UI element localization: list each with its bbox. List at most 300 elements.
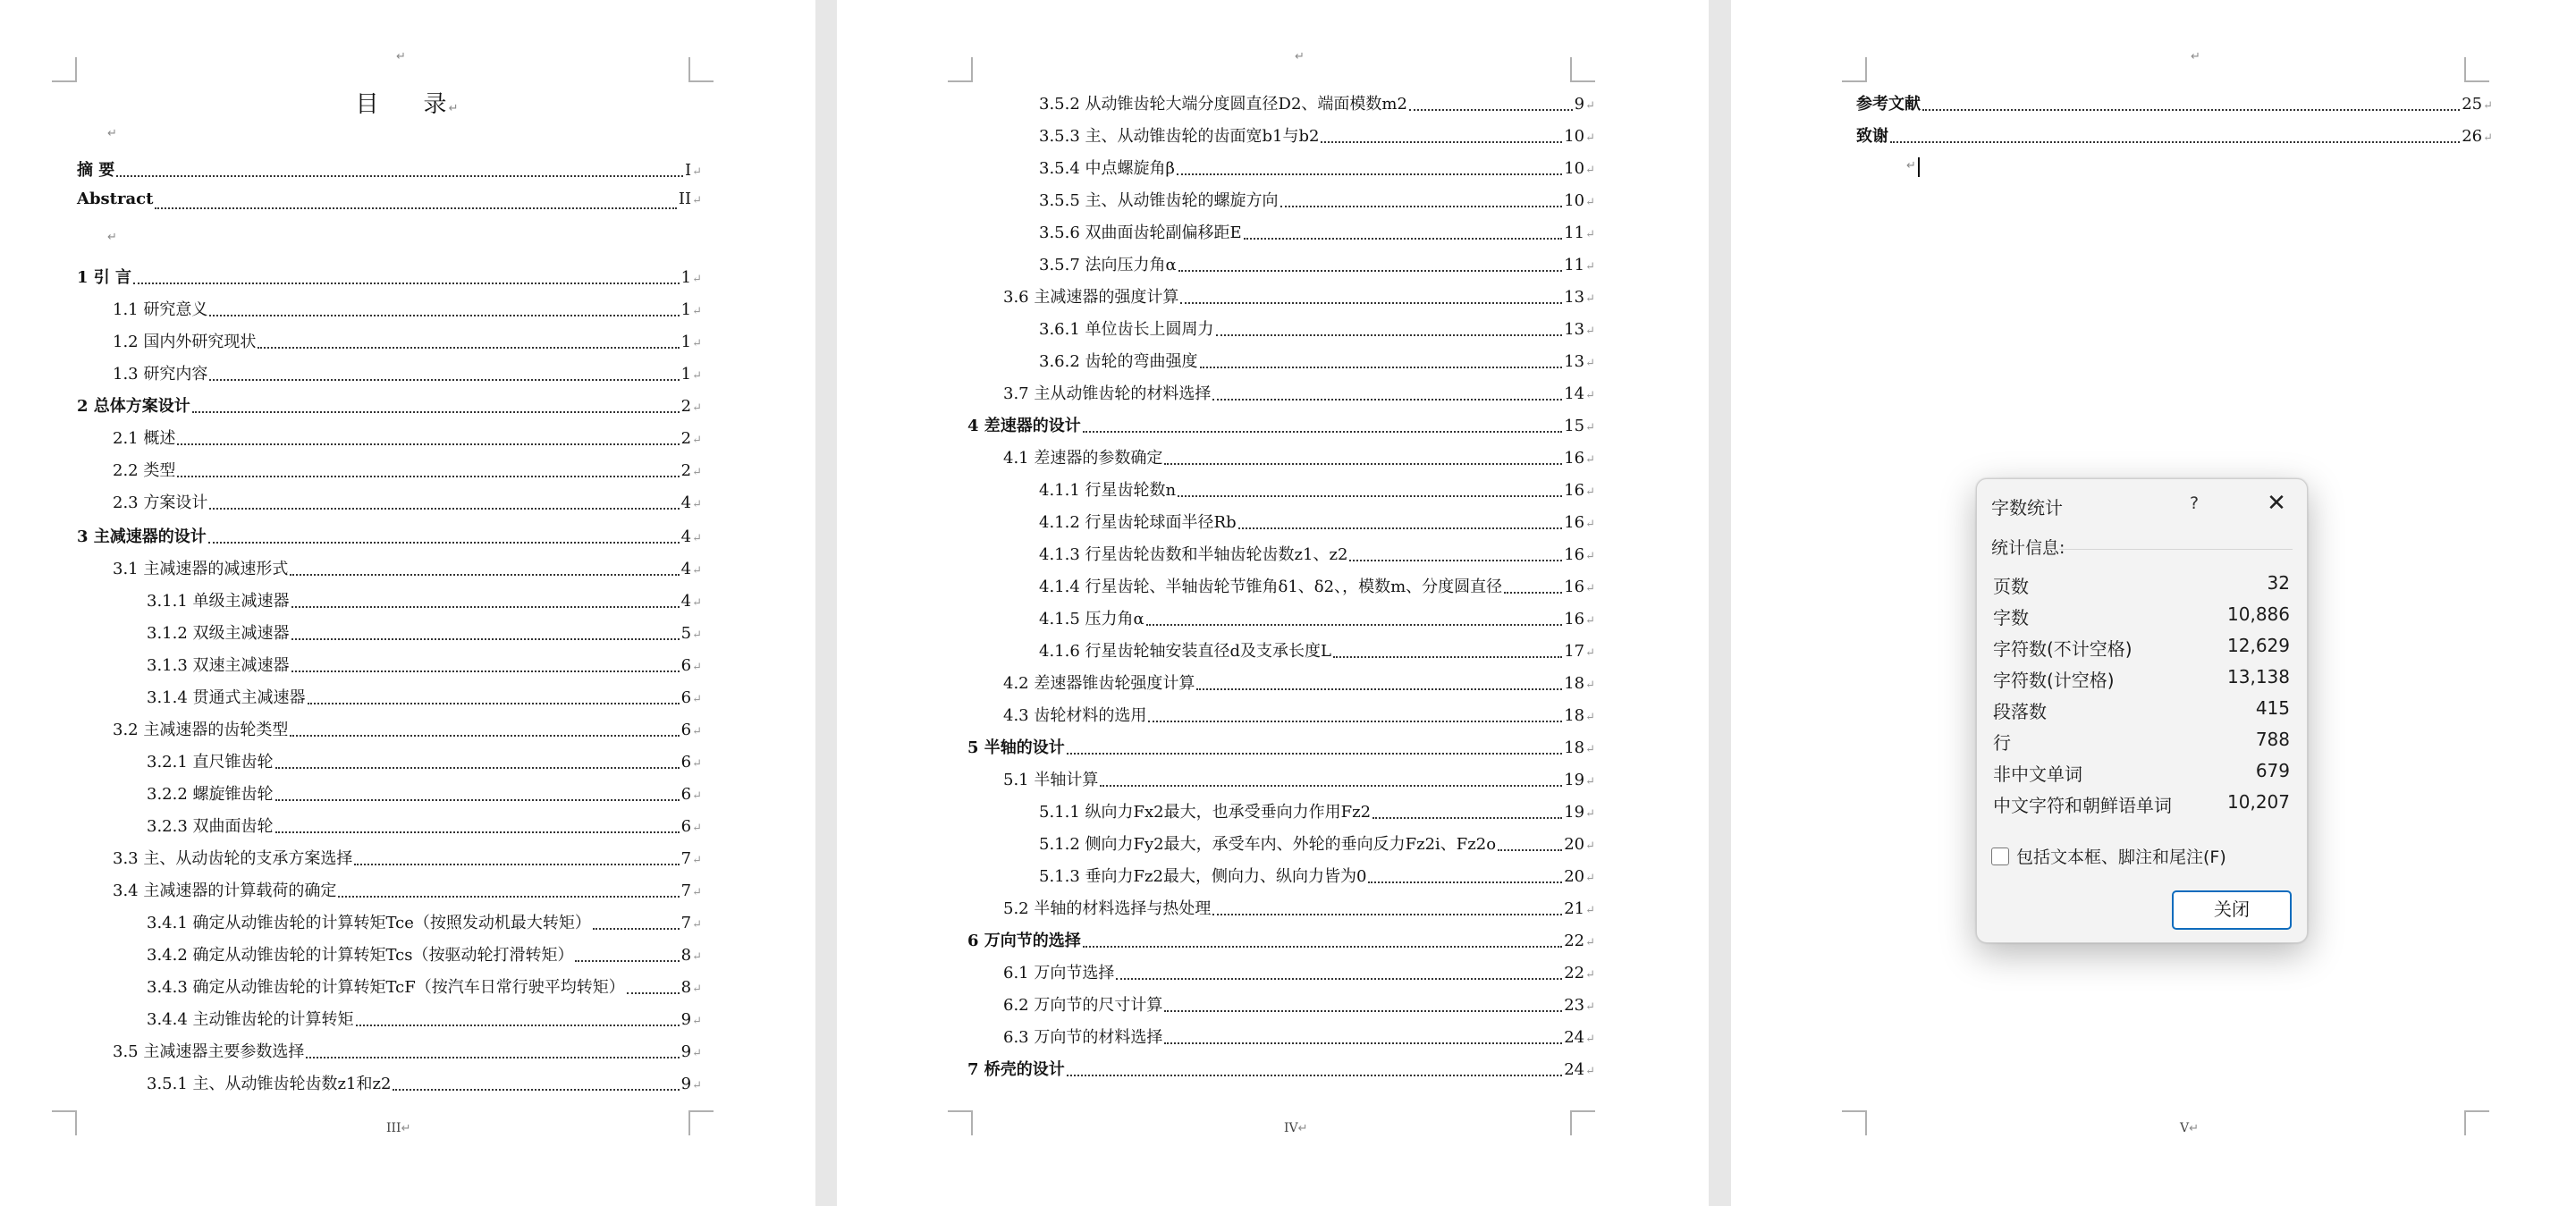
document-page-1 — [0, 0, 815, 1206]
paragraph-mark: ↵ — [692, 305, 702, 318]
statistic-value: 679 — [2255, 760, 2290, 781]
toc-leader — [209, 508, 679, 510]
toc-entry[interactable] — [967, 735, 1595, 762]
toc-entry-text: 6.3 万向节的材料选择 — [1003, 1028, 1163, 1047]
statistic-label: 中文字符和朝鲜语单词 — [1993, 795, 2172, 816]
toc-page-number: 7 — [680, 914, 692, 932]
toc-entry-text: 3.1.4 贯通式主减速器 — [147, 688, 306, 707]
toc-entry[interactable] — [147, 653, 702, 679]
toc-entry[interactable] — [147, 942, 702, 969]
toc-entry-text: 3.3 主、从动齿轮的支承方案选择 — [113, 849, 353, 868]
toc-entry[interactable] — [1039, 477, 1595, 504]
toc-entry-text: 6.2 万向节的尺寸计算 — [1003, 996, 1163, 1015]
toc-page-number: 22 — [1564, 964, 1585, 983]
toc-entry-text: 3.5.6 双曲面齿轮副偏移距E — [1039, 223, 1242, 242]
toc-entry[interactable] — [1003, 767, 1595, 794]
toc-entry[interactable] — [1039, 252, 1595, 279]
statistic-row — [1993, 603, 2290, 634]
toc-entry-text: 6 万向节的选择 — [967, 932, 1081, 950]
text-cursor — [1918, 157, 1920, 177]
toc-entry-text: 3.2.3 双曲面齿轮 — [147, 817, 274, 836]
toc-entry-text: 3.6.2 齿轮的弯曲强度 — [1039, 352, 1198, 371]
statistic-label: 段落数 — [1993, 701, 2047, 722]
toc-page-number: 1 — [680, 268, 692, 287]
close-icon[interactable]: ✕ — [2267, 490, 2286, 517]
toc-leader — [356, 1025, 680, 1026]
toc-entry[interactable] — [1003, 284, 1595, 311]
toc-entry[interactable] — [77, 190, 702, 216]
toc-entry[interactable] — [1003, 381, 1595, 408]
toc-leader — [208, 542, 680, 544]
toc-entry-text: 3.7 主从动锥齿轮的材料选择 — [1003, 384, 1212, 403]
toc-leader — [290, 735, 679, 737]
paragraph-mark: ↵ — [692, 1047, 702, 1060]
paragraph-mark: ↵ — [692, 369, 702, 383]
toc-entry-text: 1.3 研究内容 — [113, 365, 208, 384]
paragraph-mark: ↵ — [692, 725, 702, 738]
crop-mark — [688, 1110, 714, 1135]
toc-page-number: 24 — [1564, 1060, 1585, 1079]
statistic-row — [1993, 791, 2290, 822]
paragraph-mark: ↵ — [1585, 421, 1595, 434]
paragraph-mark: ↵ — [692, 693, 702, 706]
toc-entry-text: 3.6 主减速器的强度计算 — [1003, 288, 1179, 307]
paragraph-mark: ↵ — [692, 628, 702, 642]
toc-leader — [291, 606, 680, 608]
toc-entry-text: 5 半轴的设计 — [967, 738, 1065, 757]
toc-page-number: 8 — [680, 978, 692, 997]
toc-entry[interactable] — [1039, 156, 1595, 182]
toc-page-number: 6 — [680, 656, 692, 675]
crop-mark — [1570, 57, 1595, 82]
toc-page-number: 10 — [1564, 191, 1585, 210]
toc-leader — [1321, 141, 1562, 143]
paragraph-mark: ↵ — [692, 165, 702, 179]
toc-page-number: 6 — [680, 785, 692, 804]
toc-page-number: 16 — [1564, 545, 1585, 564]
toc-entry[interactable] — [147, 1071, 702, 1098]
toc-leader — [1244, 238, 1563, 240]
toc-page-number: 4 — [680, 592, 692, 611]
toc-leader — [1164, 1010, 1562, 1012]
toc-page-number: 18 — [1564, 706, 1585, 725]
toc-entry-text: 3.5.4 中点螺旋角β — [1039, 159, 1175, 178]
toc-leader — [1067, 753, 1562, 755]
toc-page-number: 4 — [680, 527, 692, 546]
toc-entry[interactable] — [1039, 799, 1595, 826]
toc-page-number: 20 — [1564, 867, 1585, 886]
toc-entry-text: 5.1.1 纵向力Fx2最大，也承受垂向力作用Fz2 — [1039, 803, 1372, 822]
toc-page-number: 10 — [1564, 159, 1585, 178]
toc-entry[interactable] — [1003, 960, 1595, 987]
paragraph-mark: ↵ — [692, 918, 702, 932]
toc-leader — [1083, 431, 1562, 433]
statistic-value: 32 — [2267, 572, 2290, 594]
paragraph-mark: ↵ — [1585, 679, 1595, 692]
toc-entry[interactable] — [113, 426, 702, 452]
include-textboxes-label: 包括文本框、脚注和尾注(F) — [2016, 848, 2226, 867]
toc-entry-text: 4 差速器的设计 — [967, 417, 1081, 435]
toc-entry-text: 3.4.2 确定从动锥齿轮的计算转矩Tcs（按驱动轮打滑转矩） — [147, 946, 574, 965]
toc-entry[interactable] — [1003, 992, 1595, 1019]
paragraph-mark: ↵ — [692, 757, 702, 771]
toc-leader — [1216, 334, 1563, 336]
toc-entry[interactable] — [147, 685, 702, 712]
toc-entry[interactable] — [1039, 864, 1595, 890]
statistic-row — [1993, 697, 2290, 728]
paragraph-mark: ↵ — [692, 466, 702, 479]
toc-leader — [1212, 914, 1562, 915]
toc-entry[interactable] — [1039, 638, 1595, 665]
toc-page-number: 1 — [680, 333, 692, 351]
toc-entry[interactable] — [1856, 91, 2493, 118]
statistic-row — [1993, 666, 2290, 696]
toc-entry-text: 摘 要 — [77, 161, 115, 180]
paragraph-mark: ↵ — [692, 822, 702, 835]
toc-entry[interactable] — [147, 814, 702, 840]
toc-leader — [1196, 688, 1562, 690]
statistic-value: 12,629 — [2227, 635, 2290, 656]
toc-leader — [1504, 592, 1562, 594]
toc-entry-text: 2.3 方案设计 — [113, 493, 208, 512]
toc-entry-text: 4.2 差速器锥齿轮强度计算 — [1003, 674, 1195, 693]
toc-leader — [291, 670, 680, 672]
toc-leader — [1890, 141, 2460, 143]
toc-entry[interactable] — [113, 458, 702, 485]
paragraph-mark: ↵ — [692, 1079, 702, 1092]
toc-entry[interactable] — [147, 749, 702, 776]
toc-leader — [1146, 624, 1563, 626]
paragraph-mark: ↵ — [692, 983, 702, 996]
page-number: III↵ — [386, 1121, 411, 1135]
toc-leader — [275, 831, 680, 833]
toc-entry[interactable] — [1039, 316, 1595, 343]
toc-entry-text: 4.3 齿轮材料的选用 — [1003, 706, 1147, 725]
statistic-value: 788 — [2255, 729, 2290, 750]
crop-mark — [1842, 57, 1867, 82]
toc-entry-text: 3.4.3 确定从动锥齿轮的计算转矩TcF（按汽车日常行驶平均转矩） — [147, 978, 625, 997]
toc-entry-text: 3.2.2 螺旋锥齿轮 — [147, 785, 274, 804]
toc-page-number: 6 — [680, 753, 692, 772]
paragraph-mark: ↵ — [1585, 99, 1595, 113]
toc-page-number: 1 — [680, 300, 692, 319]
paragraph-mark: ↵ — [1585, 1033, 1595, 1046]
toc-page-number: 18 — [1564, 674, 1585, 693]
paragraph-mark: ↵ — [1585, 131, 1595, 145]
toc-entry-text: 3.1.2 双级主减速器 — [147, 624, 290, 643]
toc-page-number: 17 — [1564, 642, 1585, 661]
toc-entry[interactable] — [113, 297, 702, 324]
toc-entry-text: 3 主减速器的设计 — [77, 527, 207, 546]
toc-page-number: 16 — [1564, 449, 1585, 468]
toc-entry-text: 3.5.7 法向压力角α — [1039, 256, 1177, 274]
toc-entry-text: 4.1.6 行星齿轮轴安装直径d及支承长度L — [1039, 642, 1331, 661]
toc-entry[interactable] — [113, 1039, 702, 1066]
paragraph-mark: ↵ — [1585, 582, 1595, 595]
toc-page-number: 24 — [1564, 1028, 1585, 1047]
toc-entry[interactable] — [1039, 831, 1595, 858]
toc-page-number: 10 — [1564, 127, 1585, 146]
toc-entry-text: 参考文献 — [1856, 95, 1921, 114]
toc-page-number: 7 — [680, 849, 692, 868]
statistic-value: 415 — [2255, 697, 2290, 719]
toc-entry[interactable] — [1039, 91, 1595, 118]
toc-entry[interactable] — [1003, 1025, 1595, 1051]
statistic-row — [1993, 729, 2290, 759]
paragraph-mark: ↵ — [1585, 292, 1595, 306]
toc-leader — [116, 175, 683, 177]
toc-leader — [1349, 560, 1562, 561]
toc-entry[interactable] — [967, 928, 1595, 955]
toc-page-number: 21 — [1564, 899, 1585, 918]
toc-leader — [1164, 1042, 1562, 1044]
toc-leader — [192, 411, 680, 413]
toc-entry[interactable] — [147, 974, 702, 1001]
toc-page-number: 15 — [1564, 417, 1585, 435]
toc-page-number: 22 — [1564, 932, 1585, 950]
toc-entry[interactable] — [147, 910, 702, 937]
toc-entry-text: 3.4 主减速器的计算载荷的确定 — [113, 881, 337, 900]
toc-entry-text: 5.1.2 侧向力Fy2最大，承受车内、外轮的垂向反力Fz2i、Fz2o — [1039, 835, 1497, 854]
toc-leader — [133, 283, 680, 284]
toc-entry[interactable] — [77, 157, 702, 184]
toc-leader — [209, 379, 679, 381]
toc-entry-text: 3.6.1 单位齿长上圆周力 — [1039, 320, 1214, 339]
toc-leader — [1177, 173, 1562, 175]
paragraph-mark: ↵ — [1585, 228, 1595, 241]
toc-entry[interactable] — [147, 588, 702, 615]
paragraph-mark: ↵ — [2191, 50, 2200, 63]
toc-page-number: I — [684, 161, 692, 180]
toc-entry[interactable] — [147, 781, 702, 808]
toc-page-number: 2 — [680, 461, 692, 480]
toc-entry-text: 5.1.3 垂向力Fz2最大，侧向力、纵向力皆为0 — [1039, 867, 1367, 886]
paragraph-mark: ↵ — [1585, 196, 1595, 209]
crop-mark — [2464, 1110, 2489, 1135]
statistic-label: 页数 — [1993, 576, 2029, 597]
toc-page-number: 16 — [1564, 481, 1585, 500]
toc-entry[interactable] — [967, 1057, 1595, 1084]
toc-entry-text: 3.5.2 从动锥齿轮大端分度圆直径D2、端面模数m2 — [1039, 95, 1407, 114]
paragraph-mark: ↵ — [1585, 646, 1595, 660]
paragraph-mark: ↵ — [692, 434, 702, 447]
toc-entry-text: 4.1 差速器的参数确定 — [1003, 449, 1163, 468]
toc-leader — [1164, 463, 1562, 465]
word-count-dialog[interactable] — [1976, 478, 2308, 943]
paragraph-mark: ↵ — [1295, 50, 1305, 63]
toc-entry[interactable] — [1039, 123, 1595, 150]
statistics-label: 统计信息: — [1991, 538, 2065, 558]
toc-leader — [1212, 399, 1562, 401]
toc-entry[interactable] — [1039, 188, 1595, 215]
crop-mark — [1842, 1110, 1867, 1135]
toc-leader — [1180, 302, 1562, 304]
toc-page-number: 20 — [1564, 835, 1585, 854]
paragraph-mark: ↵ — [692, 337, 702, 350]
paragraph-mark: ↵ — [1585, 968, 1595, 982]
statistic-label: 字符数(不计空格) — [1993, 638, 2133, 660]
paragraph-mark: ↵ — [1585, 839, 1595, 853]
toc-leader — [1922, 109, 2460, 111]
paragraph-mark: ↵ — [1585, 872, 1595, 885]
toc-entry[interactable] — [1003, 896, 1595, 923]
toc-leader — [275, 799, 680, 801]
statistic-value: 13,138 — [2227, 666, 2290, 687]
toc-entry[interactable] — [1856, 123, 2493, 150]
statistic-value: 10,886 — [2227, 603, 2290, 625]
toc-page-number: 19 — [1564, 771, 1585, 789]
paragraph-mark: ↵ — [692, 1015, 702, 1028]
toc-entry[interactable] — [147, 1007, 702, 1033]
paragraph-mark: ↵ — [692, 401, 702, 415]
toc-entry[interactable] — [1039, 220, 1595, 247]
include-textboxes-option[interactable] — [1991, 844, 2226, 868]
toc-entry[interactable] — [113, 361, 702, 388]
toc-entry-text: 1.2 国内外研究现状 — [113, 333, 257, 351]
toc-entry[interactable] — [113, 717, 702, 744]
close-button[interactable]: 关闭 — [2172, 890, 2292, 930]
paragraph-mark: ↵ — [107, 127, 117, 140]
paragraph-mark: ↵ — [396, 50, 406, 63]
toc-page-number: 9 — [680, 1075, 692, 1093]
toc-leader — [1498, 849, 1562, 851]
toc-entry-text: 6.1 万向节选择 — [1003, 964, 1115, 983]
document-page-2 — [837, 0, 1709, 1206]
toc-page-number: 13 — [1564, 352, 1585, 371]
toc-entry[interactable] — [77, 265, 702, 291]
paragraph-mark: ↵ — [692, 194, 702, 207]
toc-leader — [290, 574, 679, 576]
toc-leader — [155, 207, 676, 209]
paragraph-mark: ↵ — [107, 231, 117, 244]
toc-leader — [1083, 946, 1562, 948]
toc-leader — [593, 928, 680, 930]
toc-page-number: 11 — [1564, 223, 1585, 242]
paragraph-mark: ↵ — [1906, 159, 1916, 173]
statistic-row — [1993, 635, 2290, 665]
paragraph-mark: ↵ — [1585, 164, 1595, 177]
toc-leader — [308, 703, 680, 704]
toc-page-number: 2 — [680, 397, 692, 416]
toc-entry[interactable] — [77, 524, 702, 551]
toc-leader — [1178, 495, 1562, 497]
toc-page-number: 19 — [1564, 803, 1585, 822]
toc-title: 目 录↵ — [355, 91, 460, 118]
paragraph-mark: ↵ — [1585, 936, 1595, 949]
toc-page-number: 11 — [1564, 256, 1585, 274]
toc-leader — [393, 1089, 679, 1091]
toc-entry-text: 3.5.1 主、从动锥齿轮齿数z1和z2 — [147, 1075, 392, 1093]
paragraph-mark: ↵ — [1585, 1065, 1595, 1078]
toc-leader — [275, 767, 680, 769]
toc-entry-text: 致谢 — [1856, 127, 1888, 146]
toc-entry[interactable] — [1039, 510, 1595, 536]
toc-entry[interactable] — [1003, 703, 1595, 730]
paragraph-mark: ↵ — [692, 886, 702, 899]
toc-entry[interactable] — [1039, 349, 1595, 375]
paragraph-mark: ↵ — [1585, 485, 1595, 499]
toc-entry-text: 3.4.4 主动锥齿轮的计算转矩 — [147, 1010, 354, 1029]
divider — [2059, 549, 2293, 550]
toc-page-number: 9 — [680, 1010, 692, 1029]
paragraph-mark: ↵ — [1585, 743, 1595, 756]
paragraph-mark: ↵ — [1585, 904, 1595, 917]
toc-entry[interactable] — [147, 620, 702, 647]
crop-mark — [52, 1110, 77, 1135]
toc-entry[interactable] — [113, 556, 702, 583]
toc-entry-text: 4.1.4 行星齿轮、半轴齿轮节锥角δ1、δ2、，模数m、分度圆直径 — [1039, 578, 1503, 596]
toc-entry[interactable] — [1039, 574, 1595, 601]
toc-leader — [1368, 881, 1562, 883]
toc-leader — [1100, 785, 1562, 787]
statistic-row — [1993, 572, 2290, 603]
toc-entry[interactable] — [967, 413, 1595, 440]
paragraph-mark: ↵ — [1585, 711, 1595, 724]
toc-entry[interactable] — [113, 878, 702, 905]
toc-entry-text: 3.1.3 双速主减速器 — [147, 656, 290, 675]
toc-page-number: 16 — [1564, 610, 1585, 628]
statistic-label: 字符数(计空格) — [1993, 670, 2115, 691]
statistic-row — [1993, 760, 2290, 790]
crop-mark — [688, 57, 714, 82]
toc-page-number: 23 — [1564, 996, 1585, 1015]
toc-entry-text: 4.1.1 行星齿轮数n — [1039, 481, 1177, 500]
help-button[interactable]: ? — [2190, 493, 2200, 513]
paragraph-mark: ↵ — [1585, 453, 1595, 467]
include-textboxes-checkbox[interactable] — [1991, 848, 2009, 865]
toc-entry[interactable] — [113, 329, 702, 356]
page-number: V↵ — [2180, 1121, 2200, 1135]
crop-mark — [948, 57, 973, 82]
statistic-label: 非中文单词 — [1993, 763, 2082, 785]
toc-page-number: 16 — [1564, 513, 1585, 532]
crop-mark — [1570, 1110, 1595, 1135]
paragraph-mark: ↵ — [692, 532, 702, 545]
toc-leader — [1116, 978, 1562, 980]
toc-entry-text: 3.5.3 主、从动锥齿轮的齿面宽b1与b2 — [1039, 127, 1320, 146]
toc-page-number: 13 — [1564, 320, 1585, 339]
toc-entry-text: 1.1 研究意义 — [113, 300, 208, 319]
toc-entry-text: 3.1 主减速器的减速形式 — [113, 560, 289, 578]
toc-entry-text: 4.1.3 行星齿轮齿数和半轴齿轮齿数z1、z2 — [1039, 545, 1348, 564]
toc-entry[interactable] — [1003, 445, 1595, 472]
paragraph-mark: ↵ — [1585, 807, 1595, 821]
toc-entry[interactable] — [113, 846, 702, 873]
toc-entry[interactable] — [113, 490, 702, 517]
toc-entry-text: 7 桥壳的设计 — [967, 1060, 1065, 1079]
crop-mark — [52, 57, 77, 82]
paragraph-mark: ↵ — [1585, 550, 1595, 563]
page-number: IV↵ — [1284, 1121, 1308, 1135]
toc-leader — [1409, 109, 1573, 111]
toc-leader — [177, 443, 679, 445]
toc-entry[interactable] — [1039, 542, 1595, 569]
toc-leader — [1178, 270, 1563, 272]
paragraph-mark: ↵ — [2483, 131, 2493, 145]
toc-entry[interactable] — [77, 393, 702, 420]
statistic-label: 字数 — [1993, 607, 2029, 628]
toc-page-number: 16 — [1564, 578, 1585, 596]
toc-entry[interactable] — [1003, 670, 1595, 697]
toc-entry-text: 2.1 概述 — [113, 429, 176, 448]
paragraph-mark: ↵ — [1585, 518, 1595, 531]
toc-entry-text: 4.1.2 行星齿轮球面半径Rb — [1039, 513, 1237, 532]
dialog-title: 字数统计 — [1991, 497, 2063, 519]
toc-entry[interactable] — [1039, 606, 1595, 633]
paragraph-mark: ↵ — [2483, 99, 2493, 113]
toc-leader — [1238, 527, 1563, 529]
toc-entry-text: 5.1 半轴计算 — [1003, 771, 1099, 789]
